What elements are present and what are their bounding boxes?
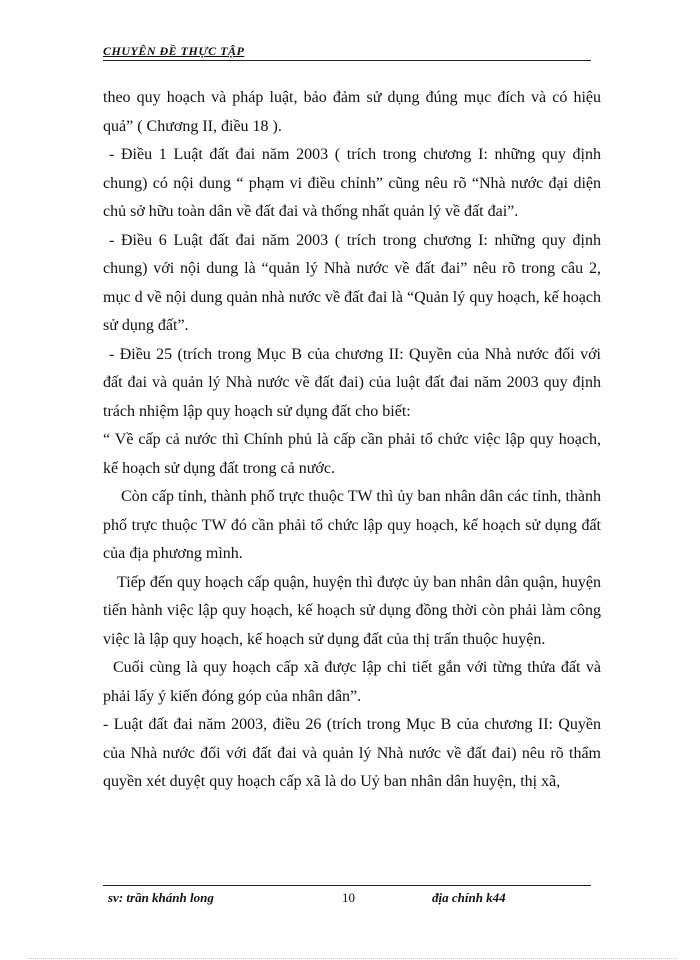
body-text (103, 84, 601, 797)
page-header (103, 44, 591, 61)
page-number: 10 (342, 890, 355, 905)
paragraph: Còn cấp tỉnh, thành phố trực thuộc TW thì ủy ban nhân dân các tỉnh, thành phố trực thuộc TW đó cần phải tổ chức lập quy hoạch, kế hoạch sử dụng đất của địa phương mình. (103, 488, 601, 562)
paragraph: Tiếp đến quy hoạch cấp quận, huyện thì được ủy ban nhân dân quận, huyện tiến hành việc lập quy hoạch, kế hoạch sử dụng đồng thời còn phải làm công việc là lập quy hoạch, kế hoạch sử dụng đất của thị trấn thuộc huyện. (103, 573, 601, 648)
paragraph: - Điều 1 Luật đất đai năm 2003 ( trích trong chương I: những quy định chung) có nội dung “ phạm vi điều chỉnh” cũng nêu rõ “Nhà nước đại diện chủ sở hữu toàn dân về đất đai và thống nhất quản lý về đất đai”. (103, 146, 601, 220)
paragraph: - Luật đất đai năm 2003, điều 26 (trích trong Mục B của chương II: Quyền của Nhà nước đối với đất đai và quản lý Nhà nước về đất đai) nêu rõ thẩm quyền xét duyệt quy hoạch cấp xã là do Uỷ ban nhân dân huyện, thị xã, (103, 716, 601, 790)
paragraph: theo quy hoạch và pháp luật, bảo đảm sử dụng đúng mục đích và có hiệu quả” ( Chương II, điều 18 ). (103, 89, 601, 135)
paragraph: Cuối cùng là quy hoạch cấp xã được lập chi tiết gắn với từng thửa đất và phải lấy ý kiến đóng góp của nhân dân”. (103, 659, 601, 705)
paragraph: - Điều 25 (trích trong Mục B của chương II: Quyền của Nhà nước đối với đất đai và quản lý Nhà nước về đất đai) của luật đất đai năm 2003 quy định trách nhiệm lập quy hoạch sử dụng đất cho biết: (103, 345, 601, 420)
header-title: CHUYÊN ĐỀ THỰC TẬP (103, 44, 245, 58)
footer-author: sv: trần khánh long (108, 890, 214, 905)
footer-divider (103, 885, 591, 886)
paragraph: “ Về cấp cả nước thì Chính phủ là cấp cần phải tổ chức việc lập quy hoạch, kế hoạch sử dụng đất trong cả nước. (103, 431, 601, 477)
page-bottom-edge (28, 958, 676, 959)
footer-class: địa chính k44 (432, 890, 506, 905)
paragraph: - Điều 6 Luật đất đai năm 2003 ( trích trong chương I: những quy định chung) với nội dung là “quản lý Nhà nước về đất đai” nêu rõ trong câu 2, mục d về nội dung quản nhà nước về đất đai là “Quản lý quy hoạch, kế hoạch sử dụng đất”. (103, 231, 601, 334)
